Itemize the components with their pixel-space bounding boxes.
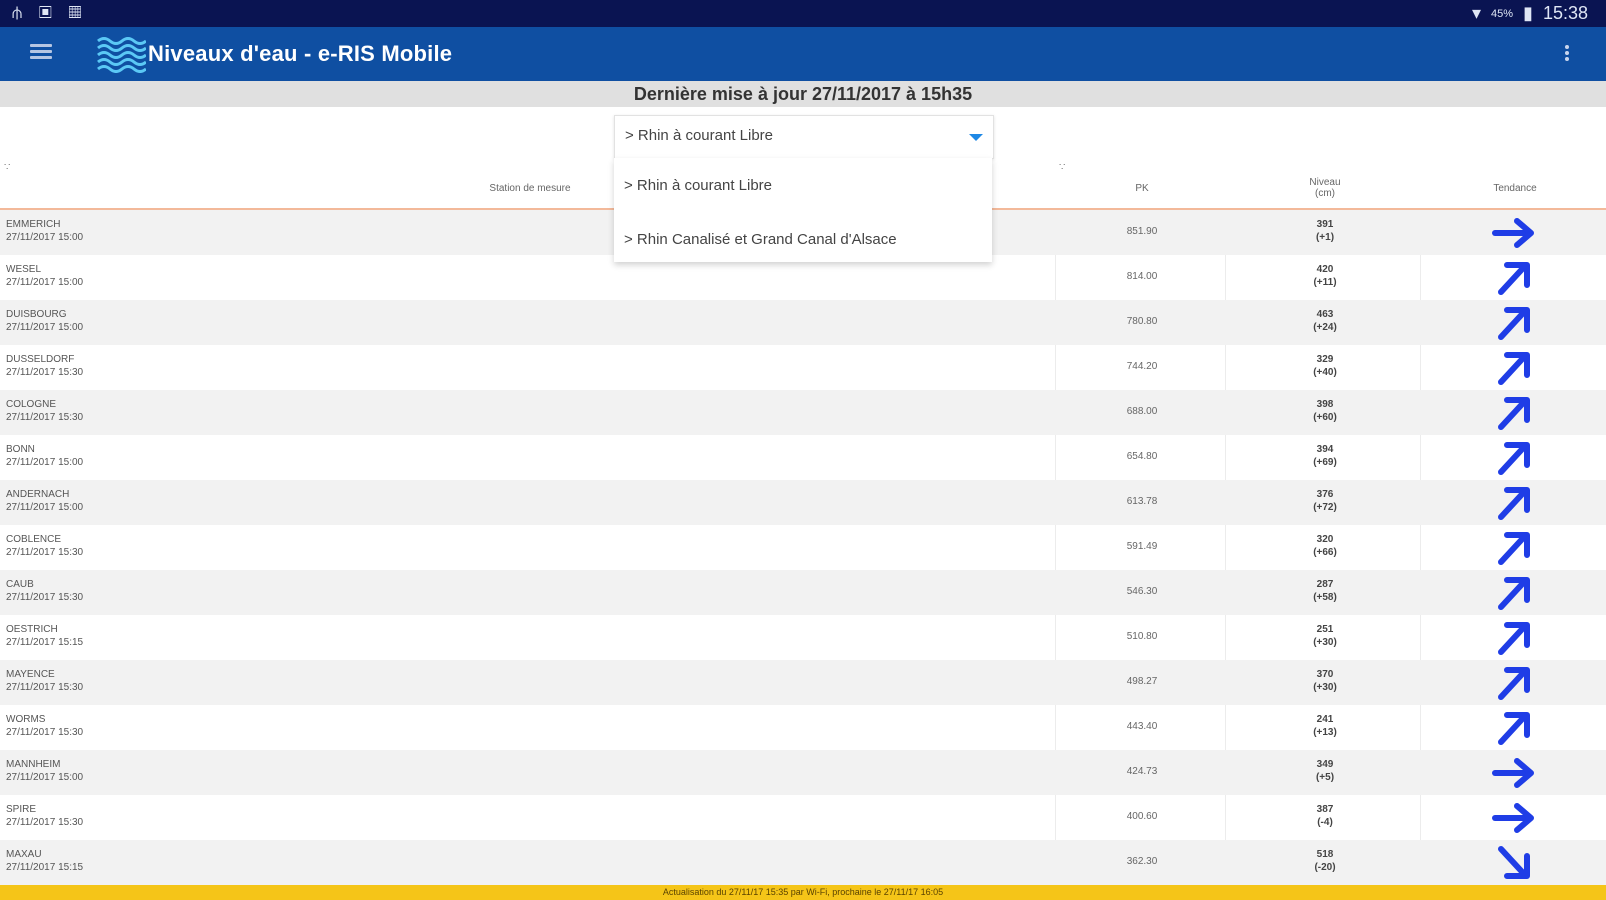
station-pk: 400.60 — [1126, 811, 1158, 822]
station-name: MANNHEIM — [6, 759, 61, 770]
water-level — [1290, 488, 1360, 514]
water-level-delta: (+66) — [1313, 547, 1337, 558]
app-title: Niveaux d'eau - e-RIS Mobile — [148, 41, 453, 66]
water-level — [1290, 398, 1360, 424]
trend-up-right-arrow-icon — [1489, 664, 1537, 702]
station-pk: 362.30 — [1126, 856, 1158, 867]
table-row[interactable] — [0, 390, 1606, 435]
clock: 15:38 — [1542, 3, 1588, 23]
water-level-value: 391 — [1316, 219, 1334, 230]
water-level-delta: (-4) — [1317, 817, 1333, 828]
station-name: OESTRICH — [6, 624, 58, 635]
station-timestamp: 27/11/2017 15:00 — [6, 502, 84, 513]
water-level-value: 398 — [1316, 399, 1334, 410]
station-name: DUISBOURG — [6, 309, 67, 320]
water-level — [1290, 578, 1360, 604]
water-level-delta: (+13) — [1313, 727, 1337, 738]
station-timestamp: 27/11/2017 15:00 — [6, 277, 84, 288]
water-level-value: 329 — [1316, 354, 1334, 365]
station-timestamp: 27/11/2017 15:30 — [6, 412, 84, 423]
water-level — [1290, 263, 1360, 289]
header-level[interactable] — [1295, 177, 1355, 199]
overflow-menu-icon[interactable] — [1564, 43, 1570, 65]
water-level-value: 320 — [1316, 534, 1334, 545]
station-pk: 546.30 — [1126, 586, 1158, 597]
trend-up-right-arrow-icon — [1489, 349, 1537, 387]
trend-right-arrow-icon — [1489, 214, 1537, 252]
water-level-value: 420 — [1316, 264, 1334, 275]
table-row[interactable] — [0, 300, 1606, 345]
station-pk: 510.80 — [1126, 631, 1158, 642]
sort-icon[interactable]: ∵ — [4, 162, 11, 173]
trend-up-right-arrow-icon — [1489, 709, 1537, 747]
station-timestamp: 27/11/2017 15:30 — [6, 727, 84, 738]
table-row[interactable] — [0, 345, 1606, 390]
trend-up-right-arrow-icon — [1489, 619, 1537, 657]
water-level-delta: (+30) — [1313, 682, 1337, 693]
battery-level: 45% — [1491, 7, 1514, 20]
app-bar — [0, 27, 1606, 81]
water-level — [1290, 713, 1360, 739]
station-timestamp: 27/11/2017 15:00 — [6, 457, 84, 468]
water-level-delta: (+40) — [1313, 367, 1337, 378]
header-trend[interactable]: Tendance — [1493, 183, 1537, 194]
battery-icon: ▮ — [1523, 3, 1533, 23]
water-level-value: 287 — [1316, 579, 1334, 590]
water-level — [1290, 218, 1360, 244]
water-level-value: 394 — [1316, 444, 1334, 455]
station-pk: 443.40 — [1126, 721, 1158, 732]
water-level — [1290, 533, 1360, 559]
table-row[interactable] — [0, 795, 1606, 840]
last-update-banner: Dernière mise à jour 27/11/2017 à 15h35 — [0, 81, 1606, 107]
dropdown-option-rhin-canalise[interactable]: > Rhin Canalisé et Grand Canal d'Alsace — [624, 231, 897, 248]
station-name: COBLENCE — [6, 534, 62, 545]
station-name: WORMS — [6, 714, 46, 725]
table-row[interactable] — [0, 480, 1606, 525]
sort-icon[interactable]: ∵ — [1059, 162, 1066, 173]
water-level-delta: (+24) — [1313, 322, 1337, 333]
water-level — [1290, 758, 1360, 784]
trend-up-right-arrow-icon — [1489, 439, 1537, 477]
table-row[interactable] — [0, 435, 1606, 480]
water-level-delta: (+1) — [1315, 232, 1335, 243]
station-timestamp: 27/11/2017 15:30 — [6, 547, 84, 558]
trend-up-right-arrow-icon — [1489, 259, 1537, 297]
station-name: BONN — [6, 444, 35, 455]
station-timestamp: 27/11/2017 15:15 — [6, 862, 84, 873]
refresh-footer: Actualisation du 27/11/17 15:35 par Wi-Fi, prochaine le 27/11/17 16:05 — [0, 885, 1606, 900]
water-level-delta: (+5) — [1315, 772, 1335, 783]
table-row[interactable] — [0, 570, 1606, 615]
header-level-label: Niveau — [1309, 177, 1341, 188]
station-name: EMMERICH — [6, 219, 61, 230]
station-timestamp: 27/11/2017 15:15 — [6, 637, 84, 648]
table-row[interactable] — [0, 750, 1606, 795]
table-row[interactable] — [0, 705, 1606, 750]
station-pk: 424.73 — [1126, 766, 1158, 777]
water-level — [1290, 308, 1360, 334]
header-level-unit: (cm) — [1315, 188, 1335, 199]
water-level-delta: (+30) — [1313, 637, 1337, 648]
station-pk: 744.20 — [1126, 361, 1158, 372]
trend-up-right-arrow-icon — [1489, 484, 1537, 522]
water-level — [1290, 623, 1360, 649]
water-level — [1290, 443, 1360, 469]
station-pk: 613.78 — [1126, 496, 1158, 507]
section-select[interactable] — [614, 115, 994, 159]
station-timestamp: 27/11/2017 15:30 — [6, 682, 84, 693]
station-timestamp: 27/11/2017 15:30 — [6, 817, 84, 828]
section-select-value: > Rhin à courant Libre — [625, 127, 774, 144]
trend-up-right-arrow-icon — [1489, 394, 1537, 432]
water-level — [1290, 668, 1360, 694]
water-level-value: 370 — [1316, 669, 1334, 680]
trend-down-right-arrow-icon — [1489, 844, 1537, 882]
station-name: SPIRE — [6, 804, 37, 815]
dropdown-option-rhin-libre[interactable]: > Rhin à courant Libre — [624, 177, 773, 194]
water-level-value: 463 — [1316, 309, 1334, 320]
station-pk: 851.90 — [1126, 226, 1158, 237]
water-level — [1290, 353, 1360, 379]
water-level-value: 251 — [1316, 624, 1334, 635]
station-timestamp: 27/11/2017 15:00 — [6, 232, 84, 243]
section-dropdown — [614, 158, 992, 262]
station-name: DUSSELDORF — [6, 354, 75, 365]
water-level-delta: (+60) — [1313, 412, 1337, 423]
water-level-value: 349 — [1316, 759, 1334, 770]
trend-right-arrow-icon — [1489, 754, 1537, 792]
station-timestamp: 27/11/2017 15:00 — [6, 322, 84, 333]
water-level-delta: (-20) — [1314, 862, 1336, 873]
status-bar — [0, 0, 1606, 27]
header-pk[interactable]: PK — [1135, 183, 1149, 194]
station-pk: 498.27 — [1126, 676, 1158, 687]
water-level-value: 387 — [1316, 804, 1334, 815]
trend-up-right-arrow-icon — [1489, 304, 1537, 342]
station-name: MAYENCE — [6, 669, 55, 680]
water-level — [1290, 803, 1360, 829]
chevron-down-icon — [969, 134, 983, 141]
water-level-delta: (+58) — [1313, 592, 1337, 603]
water-level-value: 376 — [1316, 489, 1334, 500]
notification-icons — [12, 3, 87, 23]
station-pk: 814.00 — [1126, 271, 1158, 282]
water-level-value: 241 — [1316, 714, 1334, 725]
water-level-delta: (+69) — [1313, 457, 1337, 468]
trend-up-right-arrow-icon — [1489, 529, 1537, 567]
station-name: ANDERNACH — [6, 489, 70, 500]
water-level-delta: (+72) — [1313, 502, 1337, 513]
system-status — [1472, 3, 1588, 24]
table-row[interactable] — [0, 615, 1606, 660]
water-level — [1290, 848, 1360, 874]
table-row[interactable] — [0, 525, 1606, 570]
water-level-delta: (+11) — [1313, 277, 1337, 288]
station-name: MAXAU — [6, 849, 42, 860]
sim-icon: ▣ — [38, 3, 58, 22]
station-timestamp: 27/11/2017 15:00 — [6, 772, 84, 783]
header-station[interactable]: Station de mesure — [489, 183, 571, 194]
table-row[interactable] — [0, 840, 1606, 885]
station-pk: 654.80 — [1126, 451, 1158, 462]
station-timestamp: 27/11/2017 15:30 — [6, 592, 84, 603]
trend-up-right-arrow-icon — [1489, 574, 1537, 612]
gallery-icon: ▦ — [68, 3, 88, 22]
water-waves-logo-icon — [96, 35, 146, 73]
station-name: COLOGNE — [6, 399, 57, 410]
station-name: CAUB — [6, 579, 34, 590]
station-name: WESEL — [6, 264, 42, 275]
station-pk: 780.80 — [1126, 316, 1158, 327]
station-pk: 591.49 — [1126, 541, 1158, 552]
trend-right-arrow-icon — [1489, 799, 1537, 837]
station-pk: 688.00 — [1126, 406, 1158, 417]
usb-icon: ⫛ — [12, 3, 29, 22]
table-row[interactable] — [0, 660, 1606, 705]
water-level-value: 518 — [1316, 849, 1334, 860]
station-timestamp: 27/11/2017 15:30 — [6, 367, 84, 378]
wifi-icon: ▾ — [1471, 3, 1482, 23]
hamburger-menu-icon[interactable] — [30, 41, 52, 63]
